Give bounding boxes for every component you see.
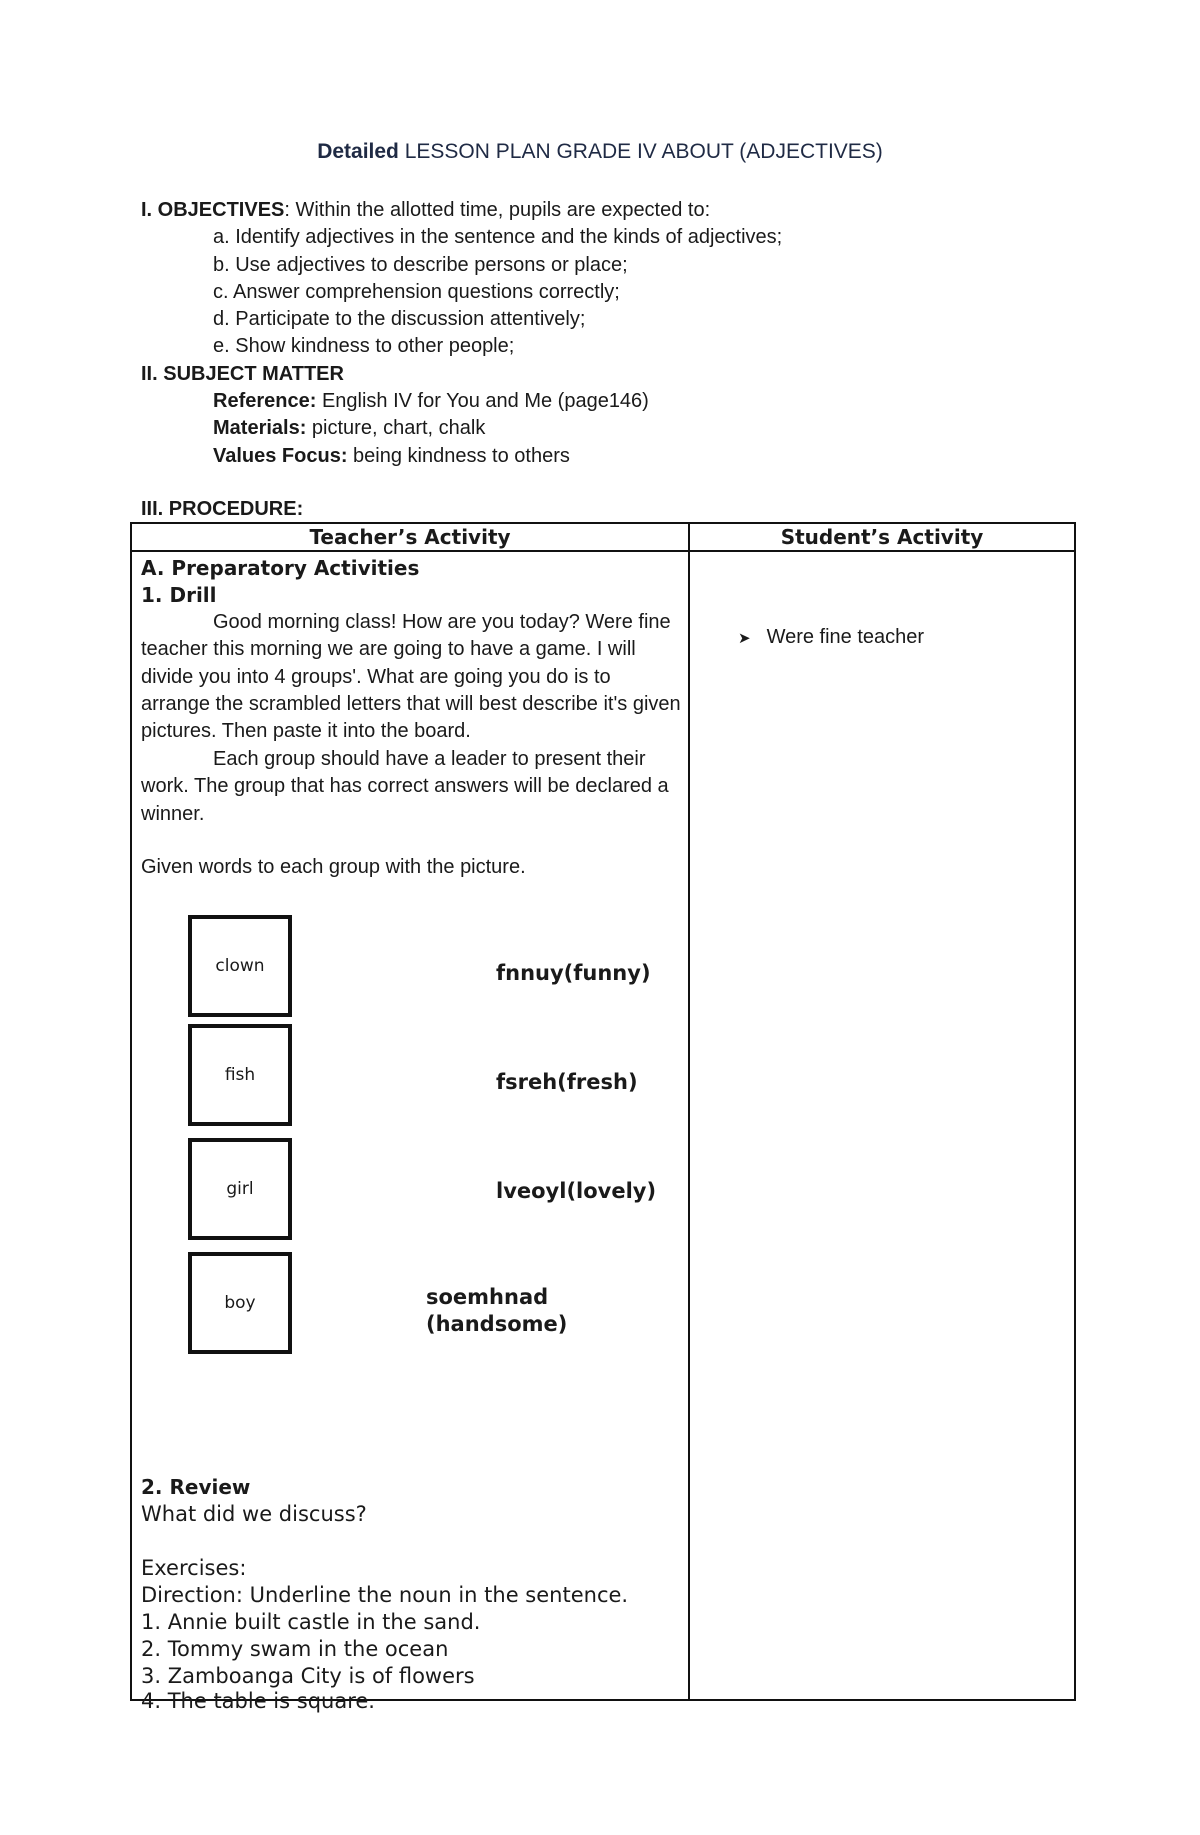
arrow-bullet-icon: ➤ xyxy=(738,629,751,647)
exercise-item: 3. Zamboanga City is of flowers xyxy=(141,1664,475,1688)
objectives-heading: I. OBJECTIVES xyxy=(141,199,285,221)
scrambled-word: soemhnad (handsome) xyxy=(426,1285,568,1336)
student-activity-cell xyxy=(689,551,1075,1700)
objective-item: c. Answer comprehension questions correctly; xyxy=(213,280,620,303)
objective-item: b. Use adjectives to describe persons or place; xyxy=(213,253,628,276)
exercise-item: 1. Annie built castle in the sand. xyxy=(141,1610,481,1634)
given-words-text: Given words to each group with the picture. xyxy=(141,856,526,878)
table-row xyxy=(131,551,1075,1700)
drill-paragraph-2: Each group should have a leader to present their work. The group that has correct answers will be declared a winner. xyxy=(141,748,669,825)
exercise-direction: Direction: Underline the noun in the sentence. xyxy=(141,1583,629,1607)
objectives-section xyxy=(141,197,782,470)
values-line: Values Focus: being kindness to others xyxy=(213,444,570,467)
procedure-heading: III. PROCEDURE: xyxy=(141,498,304,520)
objectives-intro-line xyxy=(141,197,782,224)
objective-item: a. Identify adjectives in the sentence and the kinds of adjectives; xyxy=(213,226,783,249)
picture-box-boy: boy xyxy=(188,1252,292,1354)
procedure-table xyxy=(130,522,1076,1713)
objective-item: d. Participate to the discussion attentively; xyxy=(213,308,586,331)
page-title: Detailed LESSON PLAN GRADE IV ABOUT (ADJECTIVES) xyxy=(317,140,883,163)
exercise-item: 4. The table is square. xyxy=(141,1689,375,1713)
drill-heading: 1. Drill xyxy=(141,583,217,607)
picture-box-clown: clown xyxy=(188,915,292,1017)
student-activity-header: Student’s Activity xyxy=(689,523,1075,551)
materials-line: Materials: picture, chart, chalk xyxy=(213,417,486,440)
drill-paragraph-1: Good morning class! How are you today? Were fine teacher this morning we are going to have a game. I will divide you into 4 groups'. What are going you do is to arrange the scrambled letters that will best describe it's given pictures. Then paste it into the board. xyxy=(141,611,681,743)
scrambled-word: fsreh(fresh) xyxy=(496,1070,638,1094)
objectives-intro: : Within the allotted time, pupils are expected to: xyxy=(284,199,711,221)
section-a-heading: A. Preparatory Activities xyxy=(141,556,420,580)
student-answer: ➤ Were fine teacher xyxy=(738,626,925,648)
scrambled-word: lveoyl(lovely) xyxy=(496,1179,657,1203)
review-question: What did we discuss? xyxy=(141,1502,367,1526)
picture-box-fish: fish xyxy=(188,1024,292,1126)
scrambled-word: fnnuy(funny) xyxy=(496,961,651,985)
review-heading: 2. Review xyxy=(141,1475,251,1499)
subject-matter-heading: II. SUBJECT MATTER xyxy=(141,362,344,385)
teacher-activity-cell xyxy=(131,551,689,1713)
exercises-label: Exercises: xyxy=(141,1556,247,1580)
table-header-row xyxy=(131,523,1075,551)
teacher-activity-header: Teacher’s Activity xyxy=(131,523,689,551)
reference-line: Reference: English IV for You and Me (page146) xyxy=(213,390,649,413)
picture-box-girl: girl xyxy=(188,1138,292,1240)
objective-item: e. Show kindness to other people; xyxy=(213,335,515,358)
exercise-item: 2. Tommy swam in the ocean xyxy=(141,1637,449,1661)
